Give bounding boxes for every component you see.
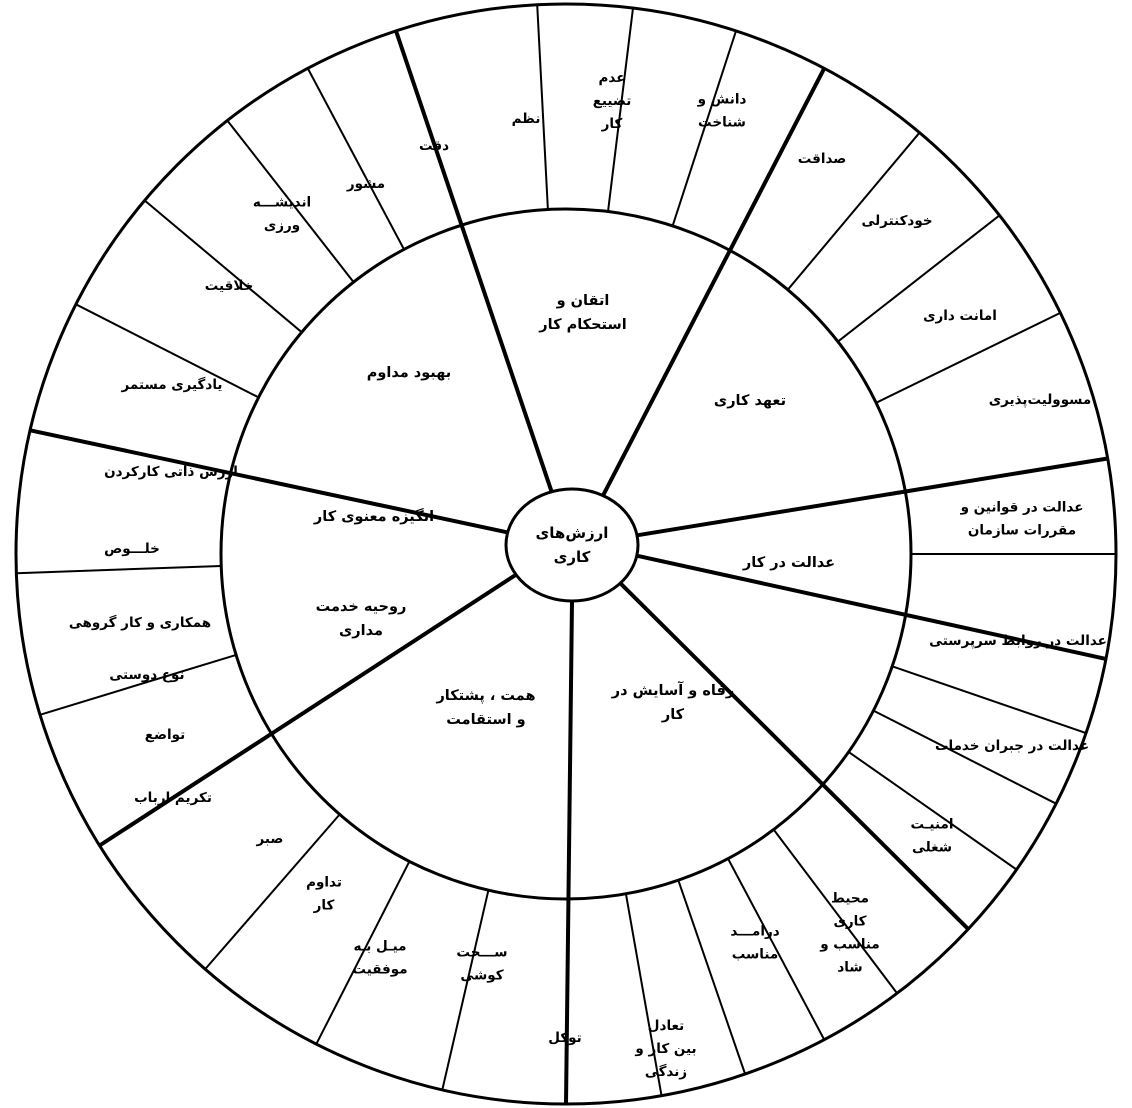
- component-label-line: امانت داری: [923, 308, 997, 324]
- dimension-label-line: اتقان و: [556, 293, 610, 309]
- component-label-line: زندگی: [644, 1064, 688, 1080]
- component-label: [929, 633, 1107, 649]
- component-label-line: نظم: [511, 111, 541, 127]
- component-label-line: صداقت: [797, 151, 847, 167]
- component-label-line: ورزی: [263, 217, 301, 234]
- component-label-line: کاری: [833, 913, 867, 930]
- component-label-line: مسوولیت‌پذیری: [988, 392, 1092, 408]
- component-label: [989, 392, 1092, 408]
- component-label: [798, 151, 847, 167]
- center-label-line: کاری: [553, 548, 591, 566]
- component-label-line: عدالت در جبران خدمات: [934, 738, 1090, 754]
- component-label-line: کوشی: [460, 967, 504, 984]
- dimension-label-line: روحیه خدمت: [315, 599, 407, 615]
- component-label: [205, 278, 254, 294]
- dimension-label-line: عدالت در کار: [742, 555, 836, 571]
- component-label: [419, 138, 449, 154]
- center-hub: [506, 489, 638, 601]
- component-label-line: مناسب: [731, 946, 779, 963]
- component-label-line: تضییع: [592, 93, 632, 109]
- component-label-line: امنیـت: [910, 816, 954, 833]
- dimension-label-line: استحکام کار: [539, 317, 627, 333]
- component-label-line: شناخت: [698, 114, 746, 131]
- component-label-line: خلاقیت: [204, 278, 254, 294]
- component-label-line: تکریم ارباب: [134, 790, 212, 806]
- dimension-label-line: تعهد کاری: [713, 393, 787, 409]
- dimension-label-line: انگیزه معنوی کار: [313, 509, 435, 525]
- component-label-line: دانش و: [697, 91, 747, 108]
- component-label-line: شغلی: [911, 839, 953, 856]
- component-label-line: عدالت در قوانین و: [960, 499, 1084, 516]
- component-label: [69, 614, 211, 631]
- component-label: [121, 376, 223, 393]
- component-label-line: توکل: [548, 1030, 582, 1046]
- component-label: [109, 667, 184, 683]
- dimension-label: [313, 507, 434, 525]
- component-label-line: ســـخت: [456, 944, 508, 961]
- component-label: [256, 831, 284, 847]
- component-label-line: تواضع: [144, 727, 186, 743]
- component-label-line: نوع دوستی: [109, 667, 185, 683]
- component-label: [935, 738, 1089, 754]
- component-label: [923, 308, 997, 324]
- component-label-line: شاد: [837, 959, 863, 976]
- dimension-label-line: بهبود مداوم: [366, 365, 452, 381]
- component-label-line: یادگیری مستمر: [121, 377, 223, 393]
- dimension-label-line: همت ، پشتکار: [436, 688, 536, 704]
- component-label-line: کار: [601, 116, 623, 132]
- component-label-line: ارزش ذاتی کارکردن: [104, 464, 238, 480]
- component-label-line: درامـــد: [730, 923, 780, 940]
- center-label-line: ارزش‌های: [535, 524, 609, 542]
- component-label-line: کار: [313, 897, 335, 914]
- component-label: [104, 464, 238, 480]
- component-label: [104, 541, 160, 557]
- component-label: [134, 790, 212, 806]
- component-label-line: همکاری و کار گروهی: [68, 615, 212, 631]
- component-label-line: اندیشـــه: [252, 194, 312, 211]
- component-label: [512, 111, 541, 127]
- dimension-label-line: رفاه و آسایش در: [611, 683, 735, 699]
- component-label-line: عدالت در روابط سرپرستی: [929, 633, 1107, 649]
- component-label-line: دقت: [418, 138, 450, 154]
- dimension-label: [367, 365, 451, 381]
- component-label-line: مناسب و: [820, 936, 880, 953]
- component-label-line: تعادل: [647, 1018, 685, 1034]
- dimension-label: [742, 555, 835, 571]
- dimension-label-line: و استقامت: [446, 712, 526, 728]
- component-label: [861, 213, 932, 229]
- component-label-line: تداوم: [306, 874, 342, 891]
- component-label-line: میـل بـه: [353, 938, 407, 955]
- component-label: [548, 1030, 581, 1046]
- component-label-line: موفقیت: [352, 961, 408, 978]
- component-label-line: خودکنترلی: [861, 213, 933, 229]
- component-label: [346, 176, 385, 192]
- component-label-line: مقررات سازمان: [967, 522, 1077, 539]
- component-label-line: عدم: [598, 70, 626, 86]
- component-label-line: مشور: [346, 176, 386, 192]
- component-label-line: صبر: [256, 831, 284, 847]
- dimension-label-line: کار: [661, 707, 685, 723]
- component-label: [145, 727, 185, 743]
- dimension-label: [714, 393, 786, 409]
- component-label-line: خلـــوص: [104, 541, 160, 557]
- component-label-line: بین کار و: [635, 1041, 697, 1057]
- dimension-label-line: مداری: [339, 623, 383, 639]
- component-label-line: محیط: [830, 890, 870, 907]
